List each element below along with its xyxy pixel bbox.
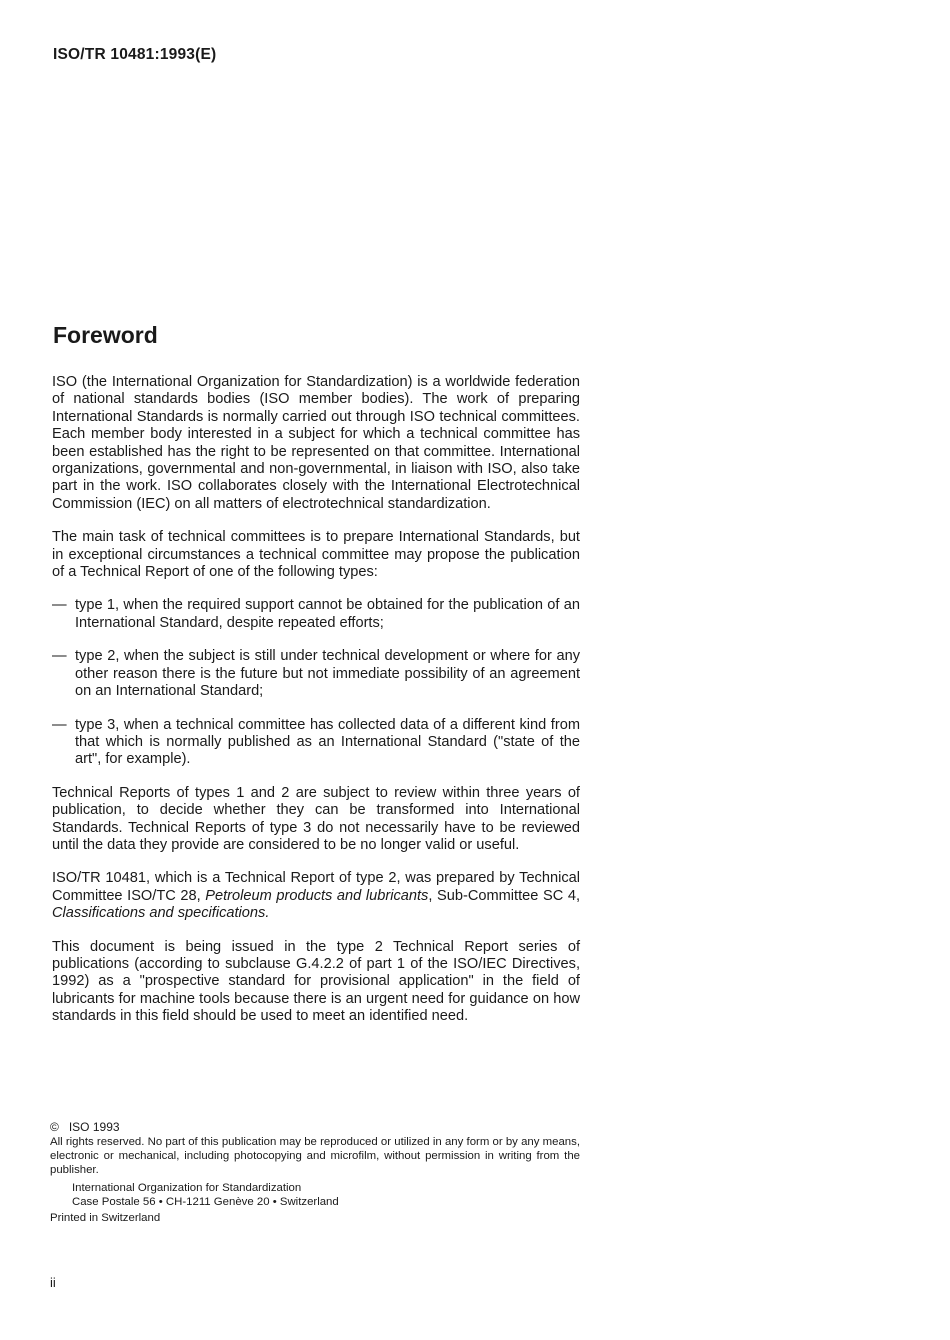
type-3-text: type 3, when a technical committee has collected data of a different kind from that which is normally published as an International Standard ("state of the art", for example).	[75, 716, 580, 768]
organization-name: International Organization for Standardization	[72, 1182, 302, 1194]
dash-bullet: —	[52, 716, 67, 733]
dash-bullet: —	[52, 597, 67, 614]
copyright-line	[50, 1120, 580, 1134]
foreword-paragraph-main-task: The main task of technical committees is to prepare International Standards, but in exceptional circumstances a technical committee may propose the publication of a Technical Report of one of the following types:	[52, 529, 580, 581]
foreword-paragraph-issuance: This document is being issued in the type 2 Technical Report series of publications (according to subclause G.4.2.2 of part 1 of the ISO/IEC Directives, 1992) as a "prospective standard for provisional application" in the field of lubricants for machine tools because there is an urgent need for guidance on how standards in this field should be used to meet an identified need.	[52, 938, 580, 1025]
list-item-type-3	[52, 717, 580, 769]
page-number: ii	[50, 1275, 56, 1290]
list-item-type-1	[52, 597, 580, 632]
organization-address: Case Postale 56 • CH-1211 Genève 20 • Switzerland	[72, 1196, 339, 1208]
type-1-text: type 1, when the required support cannot be obtained for the publication of an International Standard, despite repeated efforts;	[75, 597, 580, 631]
dash-bullet: —	[52, 648, 67, 665]
rights-statement: All rights reserved. No part of this publication may be reproduced or utilized in any form or by any means, electronic or mechanical, including photocopying and microfilm, without permission in writing from the publisher.	[50, 1136, 580, 1176]
preparation-text-start: ISO/TR 10481, which is a Technical Report of type 2, was prepared by Technical Committee ISO/TC 28,	[52, 870, 580, 904]
document-identifier: ISO/TR 10481:1993(E)	[53, 46, 217, 63]
foreword-paragraph-iso-intro: ISO (the International Organization for Standardization) is a worldwide federation of national standards bodies (ISO member bodies). The work of preparing International Standards is normally carried out through ISO technical committees. Each member body interested in a subject for which a technical committee has been established has the right to be represented on that committee. International organizations, governmental and non-governmental, in liaison with ISO, also take part in the work. ISO collaborates closely with the International Electrotechnical Commission (IEC) on all matters of electrotechnical standardization.	[52, 374, 580, 512]
subcommittee-name: Classifications and specifications.	[52, 905, 270, 922]
copyright-icon: ©	[50, 1120, 59, 1134]
copyright-block	[50, 1120, 580, 1225]
foreword-heading: Foreword	[53, 322, 158, 348]
committee-name: Petroleum products and lubricants	[205, 887, 429, 904]
list-item-type-2	[52, 648, 580, 700]
preparation-text-middle: , Sub-Committee SC 4,	[428, 887, 580, 904]
foreword-body	[52, 374, 580, 1042]
copyright-notice: ISO 1993	[68, 1120, 120, 1134]
foreword-paragraph-review: Technical Reports of types 1 and 2 are subject to review within three years of publication, to decide whether they can be transformed into International Standards. Technical Reports of type 3 do not necessarily have to be reviewed until the data they provide are considered to be no longer valid or useful.	[52, 784, 580, 853]
printed-location: Printed in Switzerland	[50, 1212, 161, 1224]
foreword-paragraph-preparation	[52, 870, 580, 922]
type-2-text: type 2, when the subject is still under technical development or where for any other reason there is the future but not immediate possibility of an agreement on an International Standard;	[75, 648, 580, 700]
